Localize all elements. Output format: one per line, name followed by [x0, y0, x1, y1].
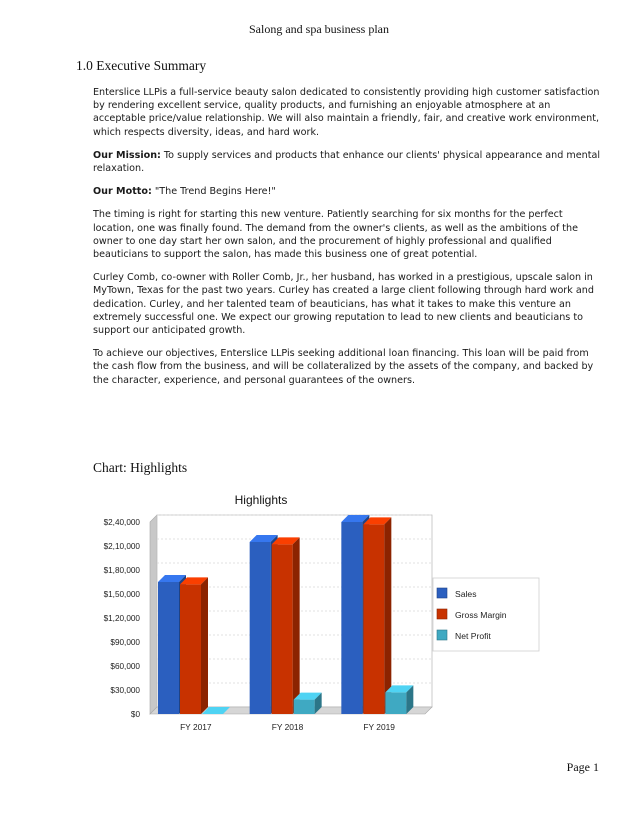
- legend-label: Net Profit: [455, 631, 491, 641]
- chart-title: Highlights: [234, 493, 288, 507]
- highlights-chart-svg: [80, 480, 540, 740]
- legend-label: Gross Margin: [455, 610, 507, 620]
- highlights-chart: [80, 480, 540, 740]
- legend-swatch: [437, 630, 447, 640]
- y-tick-label: $1,80,000: [103, 566, 140, 575]
- bar-sales: [250, 542, 271, 714]
- owner-paragraph: Curley Comb, co-owner with Roller Comb, Jr., her husband, has worked in a prestigious, upscale salon in MyTown, Texas for the past two years. Curley has created a large client following through hard work and dedication. Curley, and her talented team of beauticians, has what it takes to make this venture an extremely successful one. We expect our growing reputation to lead to new clients and beauticians to support our anticipated growth.: [93, 272, 594, 337]
- motto-text: "The Trend Begins Here!": [154, 186, 276, 198]
- chart-section-title: Chart: Highlights: [93, 460, 188, 475]
- bar-gross-margin: [272, 544, 293, 714]
- bar-sales: [341, 522, 362, 714]
- y-tick-label: $0: [130, 710, 140, 719]
- executive-summary-body: [93, 86, 603, 397]
- y-tick-label: $90,000: [110, 638, 140, 647]
- bar-sales: [158, 582, 179, 714]
- financing-paragraph: To achieve our objectives, Enterslice LLPis seeking additional loan financing. This loan will be paid from the cash flow from the business, and will be collateralized by the assets of the company, and backed by the character, experience, and personal guarantees of the owners.: [93, 348, 594, 386]
- legend-swatch: [437, 609, 447, 619]
- bar-net-profit: [385, 692, 406, 714]
- mission-label: Our Mission:: [93, 149, 161, 161]
- y-tick-label: $1,50,000: [103, 590, 140, 599]
- page-header: Salong and spa business plan: [249, 22, 389, 36]
- mission-text: To supply services and products that enhance our clients' physical appearance and mental relaxation.: [93, 149, 601, 175]
- bar-net-profit: [294, 700, 315, 714]
- page-number: Page 1: [566, 760, 599, 774]
- section-title: 1.0 Executive Summary: [76, 58, 207, 73]
- y-tick-label: $30,000: [110, 686, 140, 695]
- bar-side-face: [384, 517, 391, 714]
- motto-paragraph: [93, 185, 603, 198]
- x-tick-label: FY 2019: [363, 722, 395, 732]
- bar-side-face: [293, 537, 300, 714]
- mission-paragraph: [93, 149, 603, 175]
- motto-label: Our Motto:: [93, 186, 152, 198]
- y-tick-label: $2,40,000: [103, 518, 140, 527]
- bar-gross-margin: [180, 584, 201, 714]
- timing-paragraph: The timing is right for starting this new venture. Patiently searching for six months for the perfect location, one was finally found. The demand from the owner's clients, as well as the ambitions of the owner to one day start her own salon, and the procurement of highly professional and qualified beauticians to support the salon, has made this business one of great potential.: [93, 209, 578, 261]
- y-tick-label: $2,10,000: [103, 542, 140, 551]
- legend-label: Sales: [455, 589, 477, 599]
- legend-swatch: [437, 588, 447, 598]
- bar-side-face: [201, 577, 208, 714]
- y-tick-label: $60,000: [110, 662, 140, 671]
- chart-side-wall: [150, 515, 157, 714]
- x-tick-label: FY 2017: [180, 722, 212, 732]
- bar-gross-margin: [363, 524, 384, 714]
- intro-paragraph: Enterslice LLPis a full-service beauty salon dedicated to consistently providing high customer satisfaction by rendering excellent service, quality products, and furnishing an enjoyable atmosphere at an acceptable price/value relationship. We will also maintain a friendly, fair, and creative work environment, which respects diversity, ideas, and hard work.: [93, 87, 600, 138]
- y-tick-label: $1,20,000: [103, 614, 140, 623]
- x-tick-label: FY 2018: [271, 722, 304, 732]
